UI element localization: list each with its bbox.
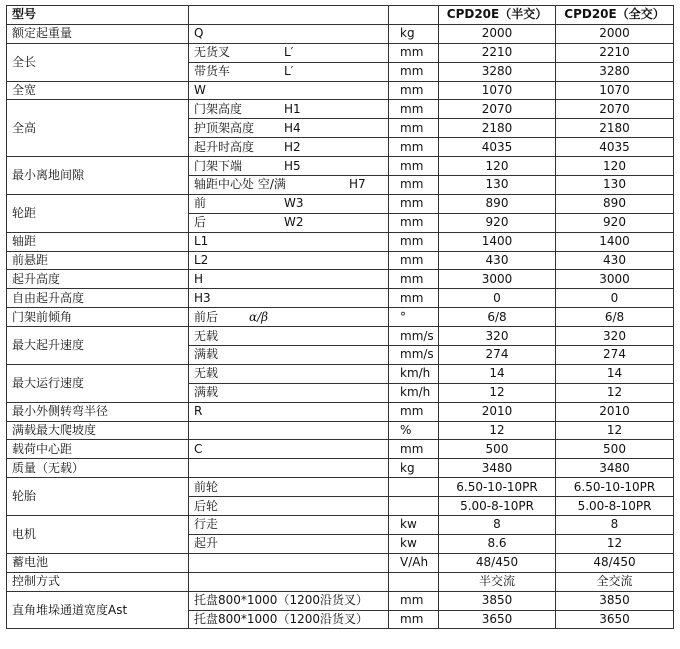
row-unit: mm <box>389 289 439 308</box>
row-sub-label <box>189 327 389 346</box>
row-sub-label <box>189 402 389 421</box>
value-model-b: 12 <box>556 421 674 440</box>
value-model-b: 48/450 <box>556 553 674 572</box>
table-row <box>7 194 674 213</box>
table-row <box>7 553 674 572</box>
symbol-label: W3 <box>284 196 304 211</box>
value-model-b: 8 <box>556 516 674 535</box>
value-model-a: 14 <box>439 364 556 383</box>
row-sub-label <box>189 138 389 157</box>
value-model-a: 2070 <box>439 100 556 119</box>
row-sub-label <box>189 119 389 138</box>
table-row <box>7 308 674 327</box>
value-model-a: 48/450 <box>439 553 556 572</box>
row-sub-label <box>189 497 389 516</box>
table-row <box>7 478 674 497</box>
header-row <box>7 6 674 25</box>
table-row <box>7 232 674 251</box>
row-label: 满载最大爬坡度 <box>7 421 189 440</box>
row-unit: mm <box>389 270 439 289</box>
value-model-a: 1070 <box>439 81 556 100</box>
value-model-a: 120 <box>439 157 556 176</box>
row-sub-label <box>189 591 389 610</box>
row-unit: % <box>389 421 439 440</box>
value-model-b: 12 <box>556 534 674 553</box>
sub-label-text: 后 <box>194 215 207 230</box>
table-row <box>7 81 674 100</box>
row-unit: kg <box>389 24 439 43</box>
row-sub-label <box>189 43 389 62</box>
row-sub-label <box>189 308 389 327</box>
value-model-b: 2180 <box>556 119 674 138</box>
symbol-label: H7 <box>349 177 366 192</box>
header-model-b: CPD20E（全交） <box>556 6 674 25</box>
sub-label-text: 护顶架高度 <box>194 120 255 135</box>
table-row <box>7 24 674 43</box>
table-row <box>7 100 674 119</box>
value-model-b: 14 <box>556 364 674 383</box>
sub-label-text: 托盘800*1000（1200沿货叉） <box>194 593 368 608</box>
value-model-a: 12 <box>439 421 556 440</box>
row-unit: mm <box>389 232 439 251</box>
sub-label-text: 带货车 <box>194 64 231 79</box>
table-row <box>7 251 674 270</box>
row-sub-label <box>189 534 389 553</box>
value-model-b: 3000 <box>556 270 674 289</box>
value-model-a: 6.50-10-10PR <box>439 478 556 497</box>
row-label: 全宽 <box>7 81 189 100</box>
row-sub-label <box>189 610 389 629</box>
symbol-label: L′ <box>284 45 294 60</box>
row-unit: mm <box>389 81 439 100</box>
row-label: 最小离地间隙 <box>7 157 189 195</box>
table-row <box>7 270 674 289</box>
table-row <box>7 421 674 440</box>
sub-label-text: L2 <box>194 253 209 268</box>
row-sub-label <box>189 346 389 365</box>
value-model-a: 3280 <box>439 62 556 81</box>
value-model-b: 4035 <box>556 138 674 157</box>
row-sub-label <box>189 572 389 591</box>
row-label: 轴距 <box>7 232 189 251</box>
row-sub-label <box>189 81 389 100</box>
value-model-b: 500 <box>556 440 674 459</box>
row-label: 最大起升速度 <box>7 327 189 365</box>
value-model-b: 2070 <box>556 100 674 119</box>
table-row <box>7 516 674 535</box>
sub-label-text: 后轮 <box>194 498 219 513</box>
row-label: 直角堆垛通道宽度Ast <box>7 591 189 629</box>
row-sub-label <box>189 478 389 497</box>
sub-label-text: R <box>194 404 203 419</box>
row-sub-label <box>189 213 389 232</box>
sub-label-text: 起升 <box>194 536 219 551</box>
row-sub-label <box>189 232 389 251</box>
sub-label-text: 前轮 <box>194 479 219 494</box>
value-model-b: 6/8 <box>556 308 674 327</box>
row-unit: km/h <box>389 364 439 383</box>
table-row <box>7 572 674 591</box>
row-sub-label <box>189 440 389 459</box>
sub-label-text: 托盘800*1000（1200沿货叉） <box>194 611 368 626</box>
row-label: 全高 <box>7 100 189 157</box>
value-model-b: 430 <box>556 251 674 270</box>
row-unit: mm <box>389 43 439 62</box>
header-label: 型号 <box>7 6 189 25</box>
value-model-b: 6.50-10-10PR <box>556 478 674 497</box>
row-unit: kw <box>389 516 439 535</box>
table-row <box>7 440 674 459</box>
symbol-label: H5 <box>284 158 301 173</box>
table-row <box>7 43 674 62</box>
row-unit: mm <box>389 440 439 459</box>
row-label: 质量（无载） <box>7 459 189 478</box>
row-sub-label <box>189 553 389 572</box>
sub-label-text: W <box>194 83 206 97</box>
row-label: 额定起重量 <box>7 24 189 43</box>
symbol-label: W2 <box>284 215 304 230</box>
row-unit: mm <box>389 213 439 232</box>
value-model-b: 2210 <box>556 43 674 62</box>
row-label: 载荷中心距 <box>7 440 189 459</box>
sub-label-text: 门架下端 <box>194 158 243 173</box>
row-unit: mm <box>389 251 439 270</box>
row-unit: mm <box>389 119 439 138</box>
sub-label-text: Q <box>194 26 204 41</box>
value-model-b: 3850 <box>556 591 674 610</box>
sub-label-text: 前 <box>194 196 207 211</box>
row-label: 控制方式 <box>7 572 189 591</box>
symbol-label: H1 <box>284 101 301 116</box>
row-unit: V/Ah <box>389 553 439 572</box>
value-model-a: 0 <box>439 289 556 308</box>
sub-label-text: 无货叉 <box>194 45 231 60</box>
value-model-a: 2180 <box>439 119 556 138</box>
row-label: 自由起升高度 <box>7 289 189 308</box>
row-unit: mm <box>389 138 439 157</box>
sub-label-text: 满载 <box>194 385 219 400</box>
value-model-a: 4035 <box>439 138 556 157</box>
symbol-label: α/β <box>249 309 269 324</box>
row-unit: mm <box>389 402 439 421</box>
table-row <box>7 289 674 308</box>
value-model-a: 3850 <box>439 591 556 610</box>
value-model-a: 1400 <box>439 232 556 251</box>
value-model-b: 320 <box>556 327 674 346</box>
header-empty-cell <box>389 6 439 25</box>
value-model-a: 2010 <box>439 402 556 421</box>
sub-label-text: L1 <box>194 234 209 249</box>
value-model-b: 920 <box>556 213 674 232</box>
table-row <box>7 364 674 383</box>
row-sub-label <box>189 157 389 176</box>
value-model-a: 3480 <box>439 459 556 478</box>
row-sub-label <box>189 251 389 270</box>
row-unit: mm <box>389 62 439 81</box>
row-unit: mm <box>389 157 439 176</box>
row-unit: mm <box>389 591 439 610</box>
sub-label-text: 满载 <box>194 347 219 362</box>
row-label: 轮胎 <box>7 478 189 516</box>
value-model-a: 2210 <box>439 43 556 62</box>
value-model-a: 12 <box>439 383 556 402</box>
value-model-a: 3000 <box>439 270 556 289</box>
row-label: 前悬距 <box>7 251 189 270</box>
row-unit <box>389 572 439 591</box>
row-sub-label <box>189 516 389 535</box>
value-model-a: 2000 <box>439 24 556 43</box>
value-model-b: 0 <box>556 289 674 308</box>
sub-label-text: 无载 <box>194 366 219 381</box>
value-model-a: 8.6 <box>439 534 556 553</box>
value-model-a: 920 <box>439 213 556 232</box>
sub-label-text: 无载 <box>194 328 219 343</box>
row-label: 蓄电池 <box>7 553 189 572</box>
value-model-a: 320 <box>439 327 556 346</box>
table-row <box>7 591 674 610</box>
value-model-b: 890 <box>556 194 674 213</box>
row-unit: km/h <box>389 383 439 402</box>
value-model-b: 1400 <box>556 232 674 251</box>
row-unit: mm <box>389 610 439 629</box>
value-model-b: 3280 <box>556 62 674 81</box>
symbol-label: H4 <box>284 120 301 135</box>
row-sub-label <box>189 194 389 213</box>
row-unit <box>389 478 439 497</box>
value-model-b: 2010 <box>556 402 674 421</box>
row-unit: mm/s <box>389 346 439 365</box>
row-sub-label <box>189 364 389 383</box>
row-sub-label <box>189 24 389 43</box>
sub-label-text: 起升时高度 <box>194 139 255 154</box>
value-model-b: 5.00-8-10PR <box>556 497 674 516</box>
table-row <box>7 157 674 176</box>
row-unit: kw <box>389 534 439 553</box>
value-model-b: 3480 <box>556 459 674 478</box>
row-label: 电机 <box>7 516 189 554</box>
value-model-a: 130 <box>439 176 556 195</box>
table-row <box>7 402 674 421</box>
row-sub-label <box>189 383 389 402</box>
row-sub-label <box>189 421 389 440</box>
row-unit: mm <box>389 100 439 119</box>
row-label: 轮距 <box>7 194 189 232</box>
row-label: 门架前倾角 <box>7 308 189 327</box>
symbol-label: H2 <box>284 139 301 154</box>
row-label: 最小外侧转弯半径 <box>7 402 189 421</box>
value-model-b: 130 <box>556 176 674 195</box>
row-sub-label <box>189 62 389 81</box>
row-sub-label <box>189 459 389 478</box>
value-model-a: 430 <box>439 251 556 270</box>
row-label: 最大运行速度 <box>7 364 189 402</box>
value-model-a: 5.00-8-10PR <box>439 497 556 516</box>
row-sub-label <box>189 100 389 119</box>
symbol-label: L′ <box>284 64 294 79</box>
row-unit <box>389 497 439 516</box>
value-model-b: 3650 <box>556 610 674 629</box>
table-row <box>7 327 674 346</box>
sub-label-text: 前后 <box>194 309 219 324</box>
value-model-a: 3650 <box>439 610 556 629</box>
row-unit: mm <box>389 176 439 195</box>
row-sub-label <box>189 176 389 195</box>
value-model-a: 274 <box>439 346 556 365</box>
sub-label-text: 行走 <box>194 517 219 532</box>
value-model-a: 890 <box>439 194 556 213</box>
sub-label-text: H3 <box>194 290 211 305</box>
header-empty-cell <box>189 6 389 25</box>
row-label: 起升高度 <box>7 270 189 289</box>
value-model-b: 120 <box>556 157 674 176</box>
sub-label-text: C <box>194 441 203 456</box>
value-model-b: 1070 <box>556 81 674 100</box>
spec-table <box>6 5 674 629</box>
value-model-a: 6/8 <box>439 308 556 327</box>
value-model-a: 半交流 <box>439 572 556 591</box>
sub-label-text: H <box>194 271 204 286</box>
row-unit: ° <box>389 308 439 327</box>
value-model-a: 500 <box>439 440 556 459</box>
header-model-a: CPD20E（半交） <box>439 6 556 25</box>
sub-label-text: 门架高度 <box>194 101 243 116</box>
value-model-b: 2000 <box>556 24 674 43</box>
row-unit: mm/s <box>389 327 439 346</box>
sub-label-text: 轴距中心处 空/满 <box>194 177 286 192</box>
value-model-b: 全交流 <box>556 572 674 591</box>
row-sub-label <box>189 270 389 289</box>
row-unit: mm <box>389 194 439 213</box>
row-sub-label <box>189 289 389 308</box>
row-unit: kg <box>389 459 439 478</box>
value-model-a: 8 <box>439 516 556 535</box>
value-model-b: 274 <box>556 346 674 365</box>
table-row <box>7 459 674 478</box>
row-label: 全长 <box>7 43 189 81</box>
value-model-b: 12 <box>556 383 674 402</box>
